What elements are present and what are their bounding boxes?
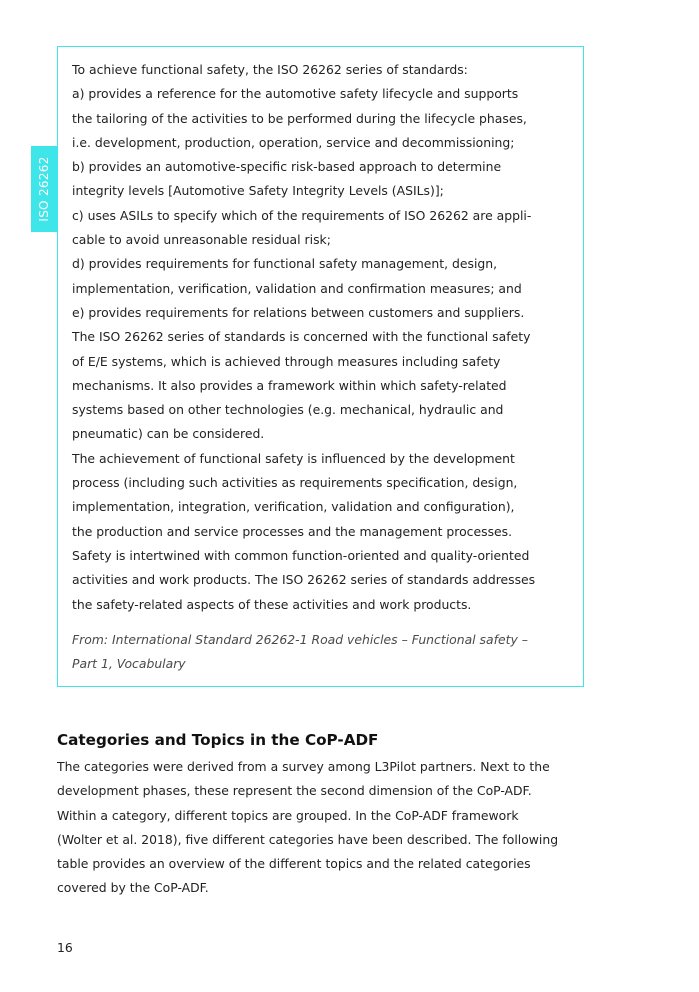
quote-line: b) provides an automotive-specific risk-based approach to determine — [72, 159, 502, 175]
side-tab — [31, 146, 57, 232]
quote-box — [57, 46, 584, 687]
quote-line: implementation, verification, validation and confirmation measures; and — [72, 280, 522, 296]
source-line: Part 1, Vocabulary — [72, 656, 186, 672]
quote-line: process (including such activities as requirements specification, design, — [72, 475, 518, 491]
quote-line: e) provides requirements for relations between customers and suppliers. — [72, 304, 525, 320]
page-number: 16 — [57, 940, 73, 955]
body-line: The categories were derived from a survey among L3Pilot partners. Next to the — [57, 759, 550, 774]
section-body — [57, 755, 597, 901]
body-line: table provides an overview of the different topics and the related categories — [57, 856, 531, 872]
quote-line: d) provides requirements for functional safety management, design, — [72, 256, 498, 272]
quote-line: cable to avoid unreasonable residual risk; — [72, 232, 331, 248]
quote-line: integrity levels [Automotive Safety Integrity Levels (ASILs)]; — [72, 183, 444, 199]
quote-line: To achieve functional safety, the ISO 26262 series of standards: — [72, 62, 468, 77]
quote-line: pneumatic) can be considered. — [72, 426, 265, 442]
quote-line: i.e. development, production, operation, service and decommissioning; — [72, 134, 515, 150]
body-line: development phases, these represent the second dimension of the CoP-ADF. — [57, 783, 532, 799]
quote-body — [72, 58, 569, 617]
quote-line: of E/E systems, which is achieved through measures including safety — [72, 353, 501, 369]
body-line: Within a category, different topics are grouped. In the CoP-ADF framework — [57, 807, 519, 823]
quote-line: Safety is intertwined with common function-oriented and quality-oriented — [72, 547, 530, 563]
quote-source — [72, 628, 569, 677]
quote-line: The achievement of functional safety is influenced by the development — [72, 450, 515, 466]
quote-line: a) provides a reference for the automotive safety lifecycle and supports — [72, 86, 519, 102]
quote-line: the safety-related aspects of these activities and work products. — [72, 596, 472, 612]
source-line: From: International Standard 26262-1 Road vehicles – Functional safety – — [72, 631, 528, 647]
quote-line: the production and service processes and the management processes. — [72, 523, 513, 539]
quote-line: activities and work products. The ISO 26262 series of standards addresses — [72, 572, 536, 588]
quote-line: systems based on other technologies (e.g. mechanical, hydraulic and — [72, 402, 504, 418]
quote-line: the tailoring of the activities to be performed during the lifecycle phases, — [72, 110, 527, 126]
body-line: covered by the CoP-ADF. — [57, 880, 209, 896]
quote-line: implementation, integration, verification, validation and configuration), — [72, 499, 515, 515]
side-tab-label: ISO 26262 — [37, 156, 51, 222]
quote-line: mechanisms. It also provides a framework within which safety-related — [72, 377, 507, 393]
section-heading: Categories and Topics in the CoP-ADF — [57, 731, 379, 749]
quote-line: The ISO 26262 series of standards is concerned with the functional safety — [72, 329, 531, 345]
quote-line: c) uses ASILs to specify which of the requirements of ISO 26262 are appli- — [72, 207, 532, 223]
body-line: (Wolter et al. 2018), five different categories have been described. The following — [57, 831, 559, 847]
